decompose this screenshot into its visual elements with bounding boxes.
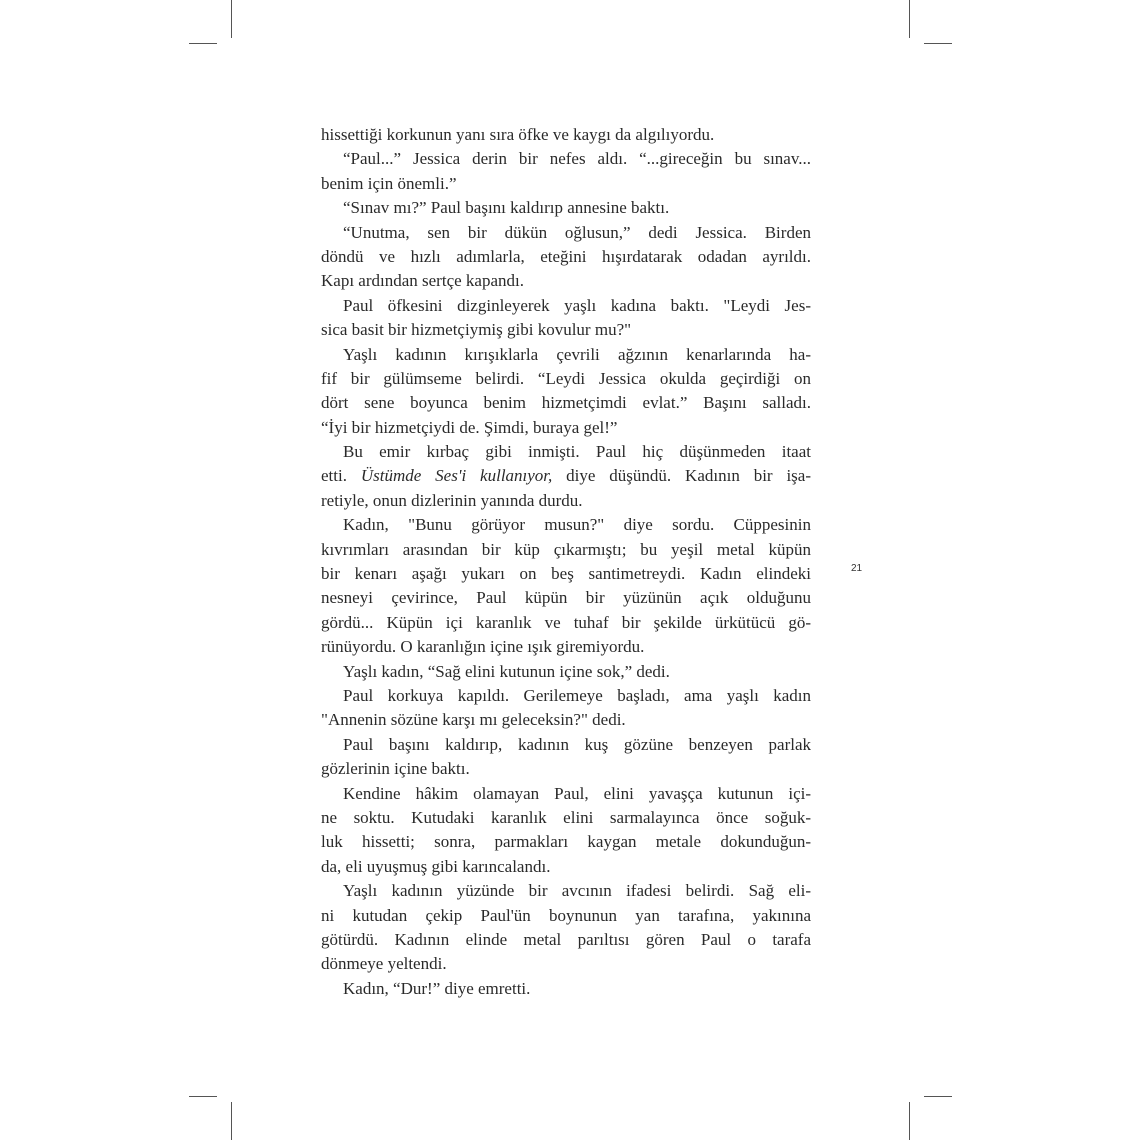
text-line: sica basit bir hizmetçiymiş gibi kovulur mu?" xyxy=(321,320,632,340)
text-line: Kadın, “Dur!” diye emretti. xyxy=(343,978,531,998)
text-line: hissettiği korkunun yanı sıra öfke ve kaygı da algılıyordu. xyxy=(321,125,715,144)
crop-mark-top-left-horizontal xyxy=(189,43,217,44)
text-line: Paul öfkesini dizginleyerek yaşlı kadına baktı. "Leydi Jes- xyxy=(343,295,811,315)
crop-mark-bottom-right-horizontal xyxy=(924,1096,952,1097)
text-line: “İyi bir hizmetçiydi de. Şimdi, buraya gel!” xyxy=(321,417,618,437)
text-line: Paul başını kaldırıp, kadının kuş gözüne benzeyen parlak xyxy=(343,734,811,754)
book-page-text xyxy=(321,123,811,1001)
text-line: rünüyordu. O karanlığın içine ışık giremiyordu. xyxy=(321,637,645,657)
text-line: Bu emir kırbaç gibi inmişti. Paul hiç düşünmeden itaat xyxy=(343,442,811,462)
text-line: “Sınav mı?” Paul başını kaldırıp annesine baktı. xyxy=(343,198,670,218)
italic-thought: Üstümde Ses'i kullanıyor, xyxy=(360,466,553,486)
text-line: dört sene boyunca benim hizmetçimdi evlat.” Başını salladı. xyxy=(321,393,811,413)
text-line: “Unutma, sen bir dükün oğlusun,” dedi Jessica. Birden xyxy=(343,222,811,242)
page-number: 21 xyxy=(851,563,863,574)
text-line: "Annenin sözüne karşı mı geleceksin?" dedi. xyxy=(321,710,626,730)
text-line: da, eli uyuşmuş gibi karıncalandı. xyxy=(321,856,551,876)
text-line: “Paul...” Jessica derin bir nefes aldı. “...gireceğin bu sınav... xyxy=(343,149,811,169)
text-line: götürdü. Kadının elinde metal parıltısı gören Paul o tarafa xyxy=(321,929,811,949)
text-line: Kadın, "Bunu görüyor musun?" diye sordu. Cüppesinin xyxy=(343,515,811,535)
text-line: döndü ve hızlı adımlarla, eteğini hışırdatarak odadan ayrıldı. xyxy=(321,246,811,266)
text-line: ne soktu. Kutudaki karanlık elini sarmalayınca önce soğuk- xyxy=(321,807,811,827)
text-line: Yaşlı kadın, “Sağ elini kutunun içine sok,” dedi. xyxy=(343,661,670,681)
text-line: dönmeye yeltendi. xyxy=(321,954,447,974)
crop-mark-top-right-vertical xyxy=(909,0,910,38)
text-line: Paul korkuya kapıldı. Gerilemeye başladı, ama yaşlı kadın xyxy=(343,685,811,705)
crop-mark-top-right-horizontal xyxy=(924,43,952,44)
crop-mark-bottom-left-horizontal xyxy=(189,1096,217,1097)
text-line: fif bir gülümseme belirdi. “Leydi Jessica okulda geçirdiği on xyxy=(321,368,811,388)
text-segment: diye düşündü. Kadının bir işa- xyxy=(552,466,811,486)
text-line: benim için önemli.” xyxy=(321,173,457,193)
text-line: gözlerinin içine baktı. xyxy=(321,759,470,779)
text-segment: etti. xyxy=(321,466,361,486)
text-line: kıvrımları arasından bir küp çıkarmıştı; bu yeşil metal küpün xyxy=(321,539,811,559)
crop-mark-bottom-left-vertical xyxy=(231,1102,232,1140)
text-line: retiyle, onun dizlerinin yanında durdu. xyxy=(321,490,583,510)
text-line xyxy=(321,464,811,488)
crop-mark-top-left-vertical xyxy=(231,0,232,38)
text-line: bir kenarı aşağı yukarı on beş santimetreydi. Kadın elindeki xyxy=(321,564,811,584)
text-line: ni kutudan çekip Paul'ün boynunun yan tarafına, yakınına xyxy=(321,905,811,925)
text-line: Yaşlı kadının kırışıklarla çevrili ağzının kenarlarında ha- xyxy=(343,344,811,364)
text-line: Yaşlı kadının yüzünde bir avcının ifadesi belirdi. Sağ eli- xyxy=(343,881,811,901)
text-line: nesneyi çevirince, Paul küpün bir yüzünün açık olduğunu xyxy=(321,588,811,608)
crop-mark-bottom-right-vertical xyxy=(909,1102,910,1140)
text-line: gördü... Küpün içi karanlık ve tuhaf bir şekilde ürkütücü gö- xyxy=(321,612,811,632)
text-line: luk hissetti; sonra, parmakları kaygan metale dokunduğun- xyxy=(321,832,811,852)
text-line: Kendine hâkim olamayan Paul, elini yavaşça kutunun içi- xyxy=(343,783,811,803)
text-line: Kapı ardından sertçe kapandı. xyxy=(321,271,524,291)
